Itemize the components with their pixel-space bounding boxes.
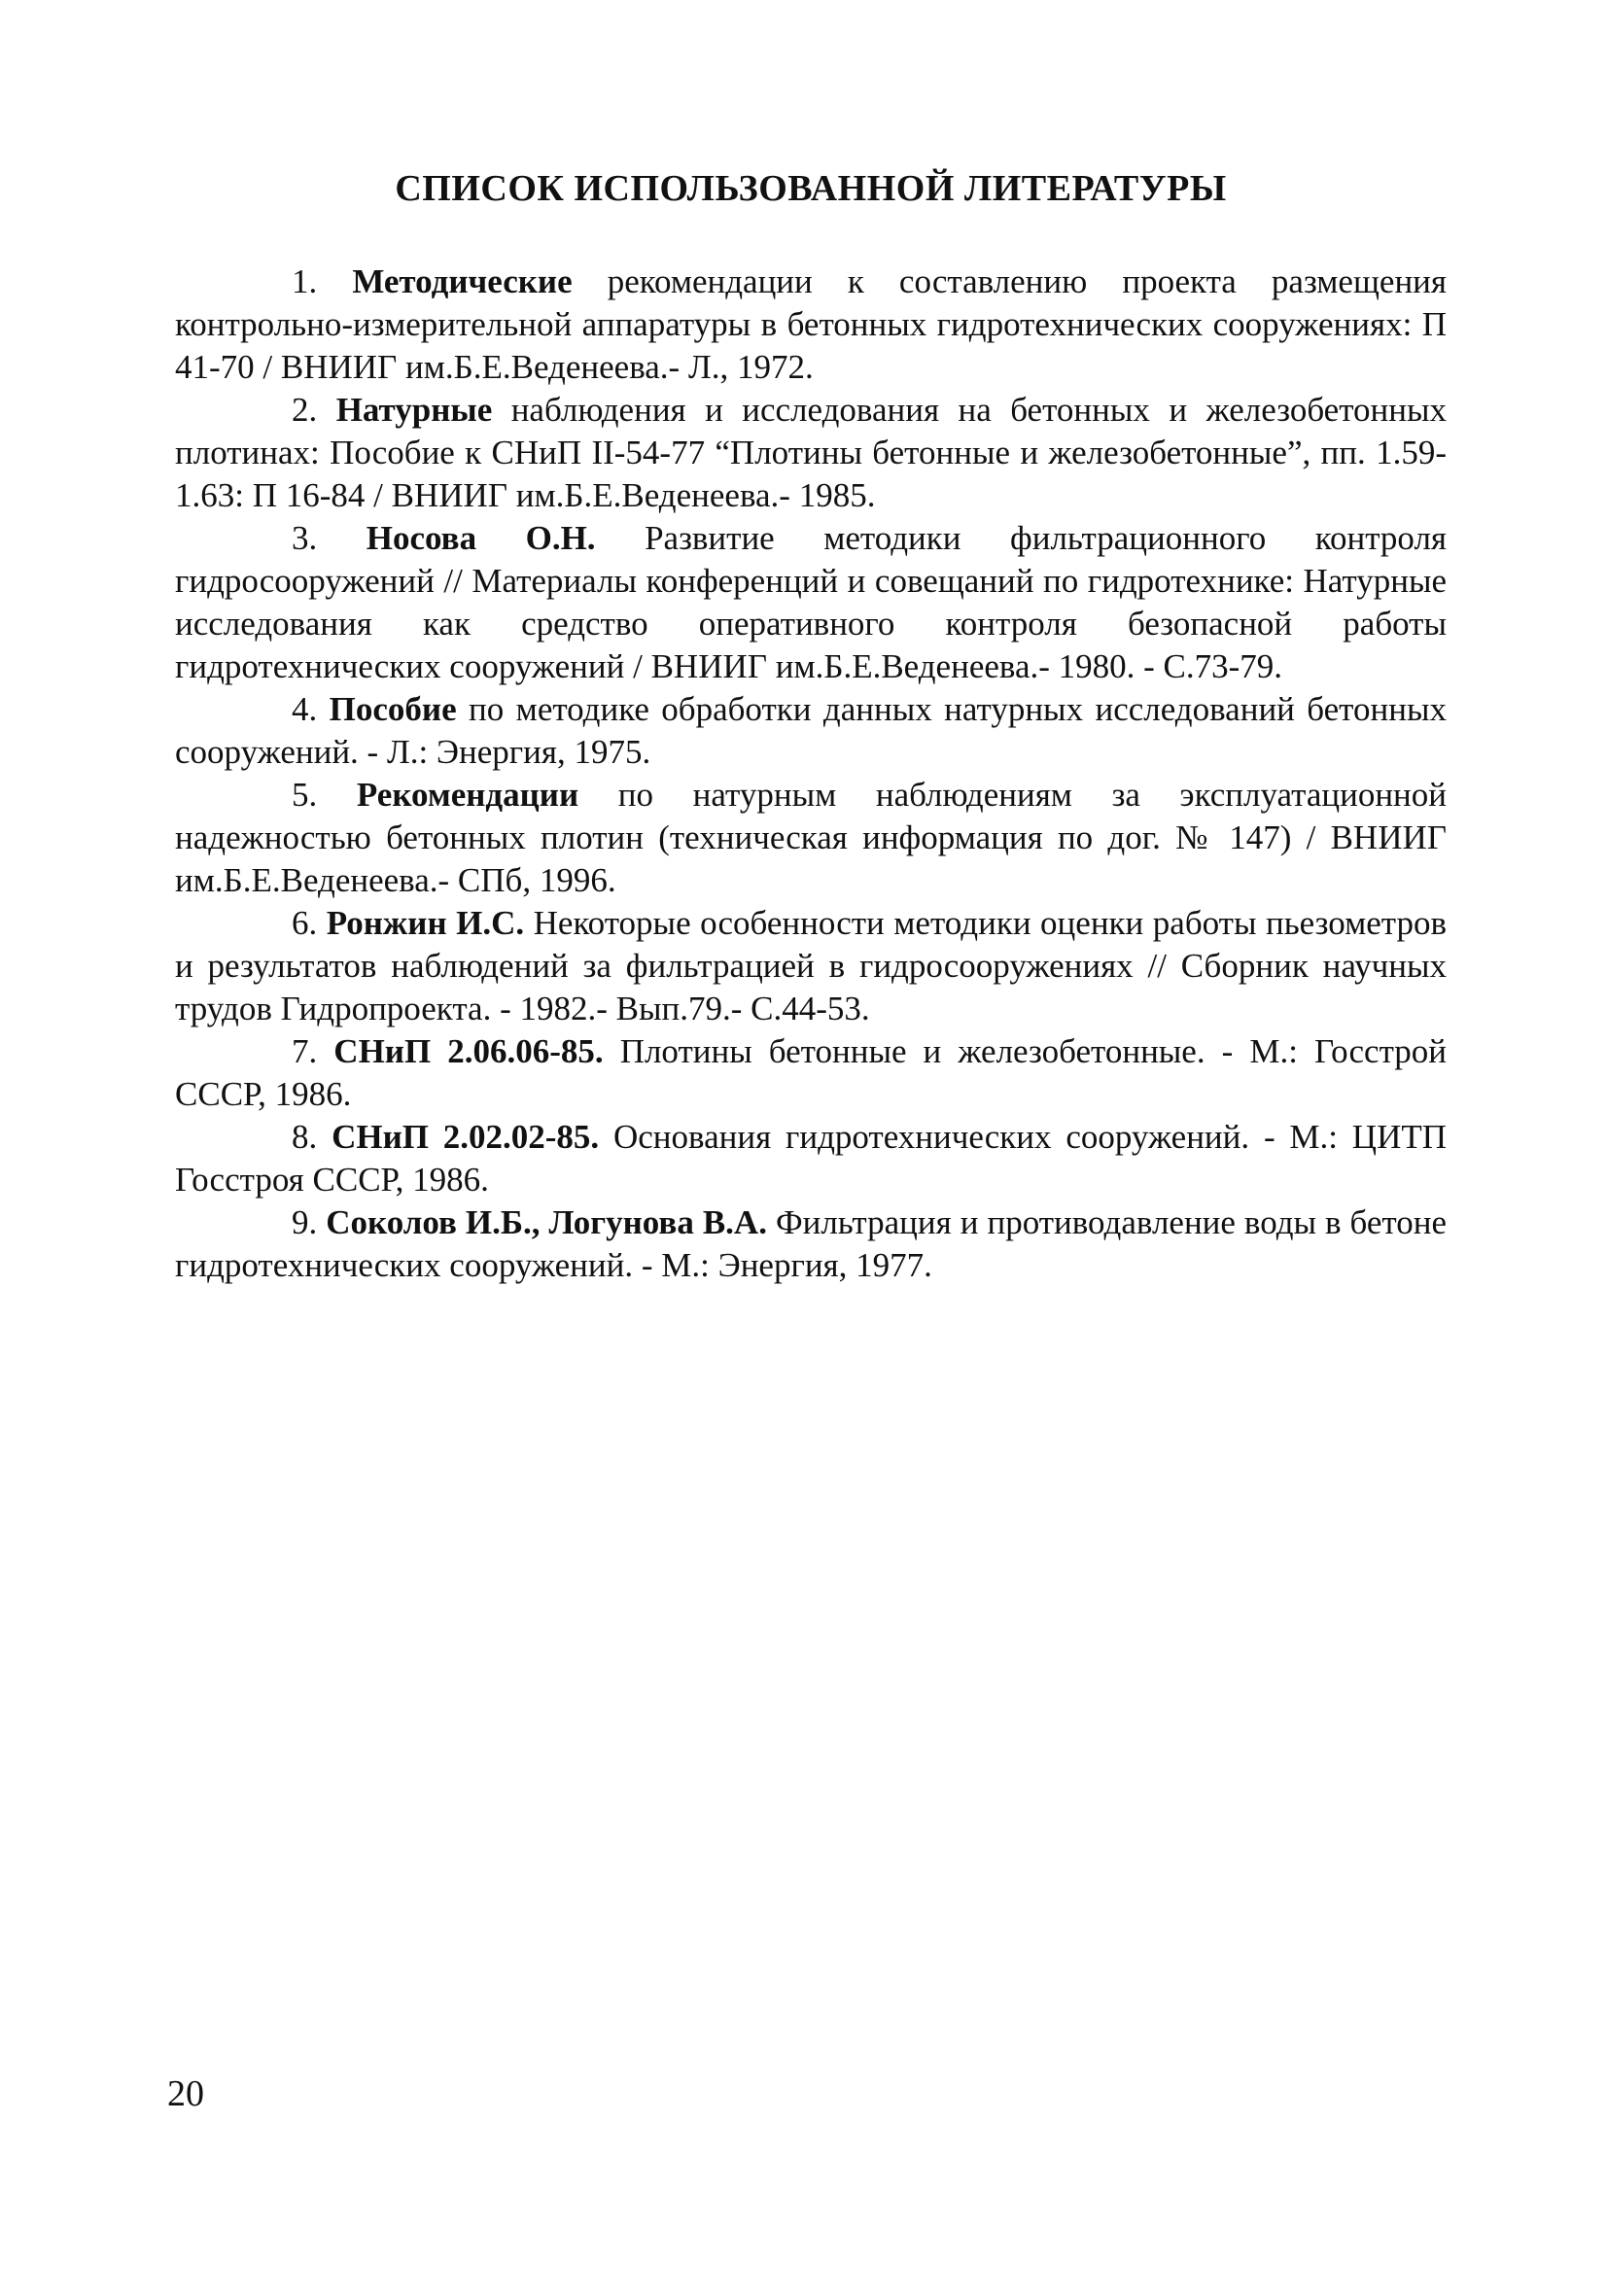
reference-item [175, 389, 1447, 517]
reference-number: 3. [292, 519, 318, 557]
reference-number: 9. [292, 1203, 318, 1241]
reference-item [175, 774, 1447, 902]
reference-author: Натурные [335, 391, 493, 429]
reference-author: Методические [352, 262, 573, 300]
reference-author: Пособие [329, 690, 457, 728]
reference-number: 5. [292, 776, 318, 814]
reference-text: Фильтрация и противодавление воды в бетоне гидротехнических сооружений. - М.: Энергия, 1977. [175, 1203, 1448, 1284]
reference-item [175, 517, 1447, 688]
reference-item [175, 261, 1447, 389]
reference-text: по методике обработки данных натурных исследований бетонных сооружений. - Л.: Энергия, 1975. [175, 690, 1447, 771]
reference-author: СНиП 2.02.02-85. [332, 1118, 600, 1156]
reference-item [175, 1030, 1447, 1116]
reference-list [175, 261, 1447, 1287]
reference-number: 7. [292, 1032, 318, 1070]
reference-author: СНиП 2.06.06-85. [333, 1032, 604, 1070]
reference-text: по натурным наблюдениям за эксплуатационной надежностью бетонных плотин (техническая информация по дог. № 147) / ВНИИГ им.Б.Е.Веденеева.- СПб, 1996. [175, 776, 1448, 899]
reference-text: рекомендации к составлению проекта размещения контрольно-измерительной аппаратуры в бетонных гидротехнических сооружениях: П 41-70 / ВНИИГ им.Б.Е.Веденеева.- Л., 1972. [175, 262, 1448, 386]
reference-number: 1. [292, 262, 318, 300]
reference-author: Соколов И.Б., Логунова В.А. [326, 1203, 767, 1241]
page-number: 20 [167, 2073, 204, 2114]
reference-item [175, 688, 1447, 774]
reference-text: Развитие методики фильтрационного контроля гидросооружений // Материалы конференций и совещаний по гидротехнике: Натурные исследования как средство оперативного контроля безопасной работы гидротехнических сооружений / ВНИИГ им.Б.Е.Веденеева.- 1980. - С.73-79. [175, 519, 1448, 685]
reference-text: наблюдения и исследования на бетонных и железобетонных плотинах: Пособие к СНиП II-54-77 “Плотины бетонные и железобетонные”, пп. 1.59-1.63: П 16-84 / ВНИИГ им.Б.Е.Веденеева.- 1985. [175, 391, 1448, 514]
reference-author: Носова О.Н. [366, 519, 596, 557]
reference-item [175, 1201, 1447, 1287]
reference-item [175, 1116, 1447, 1201]
reference-number: 4. [292, 690, 318, 728]
reference-text: Основания гидротехнических сооружений. - М.: ЦИТП Госстроя СССР, 1986. [175, 1118, 1448, 1199]
reference-number: 8. [292, 1118, 318, 1156]
reference-author: Рекомендации [356, 776, 579, 814]
reference-text: Некоторые особенности методики оценки работы пьезометров и результатов наблюдений за фильтрацией в гидросооружениях // Сборник научных трудов Гидропроекта. - 1982.- Вып.79.- С.44-53. [175, 904, 1448, 1027]
page-title: СПИСОК ИСПОЛЬЗОВАННОЙ ЛИТЕРАТУРЫ [395, 168, 1227, 209]
reference-text: Плотины бетонные и железобетонные. - М.: Госстрой СССР, 1986. [175, 1032, 1448, 1113]
reference-author: Ронжин И.С. [326, 904, 525, 942]
reference-number: 6. [292, 904, 318, 942]
reference-number: 2. [292, 391, 318, 429]
reference-item [175, 902, 1447, 1030]
